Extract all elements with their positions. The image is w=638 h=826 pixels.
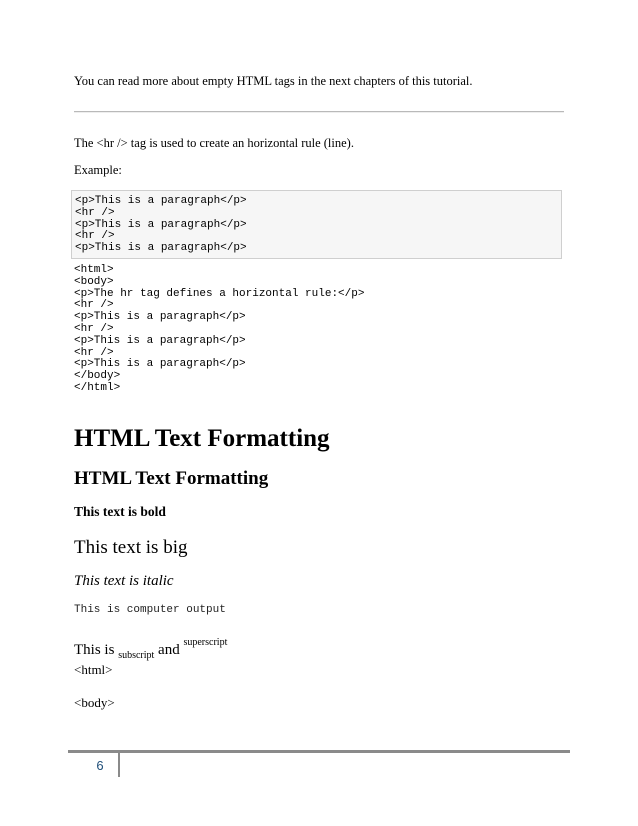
code-line: <html> xyxy=(74,264,114,276)
code-line: </body> xyxy=(74,370,121,383)
subsup-prefix: This is xyxy=(74,642,115,658)
code-line: <p>This is a paragraph</p> xyxy=(74,358,246,371)
example-label: Example: xyxy=(74,163,122,177)
hr-description: The <hr /> tag is used to create an horizontal rule (line). xyxy=(74,136,354,150)
code-line: <hr /> xyxy=(74,346,114,359)
section-heading: HTML Text Formatting xyxy=(74,425,330,452)
body-tag-text: <body> xyxy=(74,695,115,710)
code-example-lines xyxy=(75,196,247,255)
code-line: <p>This is a paragraph</p> xyxy=(75,218,247,231)
code-line: <hr /> xyxy=(74,299,114,312)
subsection-heading: HTML Text Formatting xyxy=(74,468,269,489)
code-line: <p>The hr tag defines a horizontal rule:</p> xyxy=(74,287,365,300)
subscript-text: subscript xyxy=(118,650,155,661)
horizontal-rule xyxy=(74,111,564,113)
italic-text-example: This text is italic xyxy=(74,573,174,589)
code-line: <p>This is a paragraph</p> xyxy=(75,195,247,207)
code-line: </html> xyxy=(74,381,121,394)
code-line: <p>This is a paragraph</p> xyxy=(75,242,247,255)
code-line: <body> xyxy=(74,275,114,288)
page-number: 6 xyxy=(96,758,104,773)
code-line: <p>This is a paragraph</p> xyxy=(74,334,246,347)
and-word: and xyxy=(158,642,180,658)
big-text-example: This text is big xyxy=(74,537,188,558)
footer-divider xyxy=(118,753,120,777)
code-line: <hr /> xyxy=(75,206,115,219)
superscript-text: superscript xyxy=(183,637,228,648)
empty-tags-note: You can read more about empty HTML tags in the next chapters of this tutorial. xyxy=(74,74,473,88)
code-listing xyxy=(74,265,364,395)
html-tag-text: <html> xyxy=(74,662,113,677)
bold-text-example: This text is bold xyxy=(74,504,166,519)
computer-output-example: This is computer output xyxy=(74,604,226,616)
code-line: <p>This is a paragraph</p> xyxy=(74,311,246,324)
code-line: <hr /> xyxy=(75,230,115,243)
footer-rule xyxy=(68,750,570,753)
code-line: <hr /> xyxy=(74,322,114,335)
code-example-box xyxy=(71,190,562,259)
